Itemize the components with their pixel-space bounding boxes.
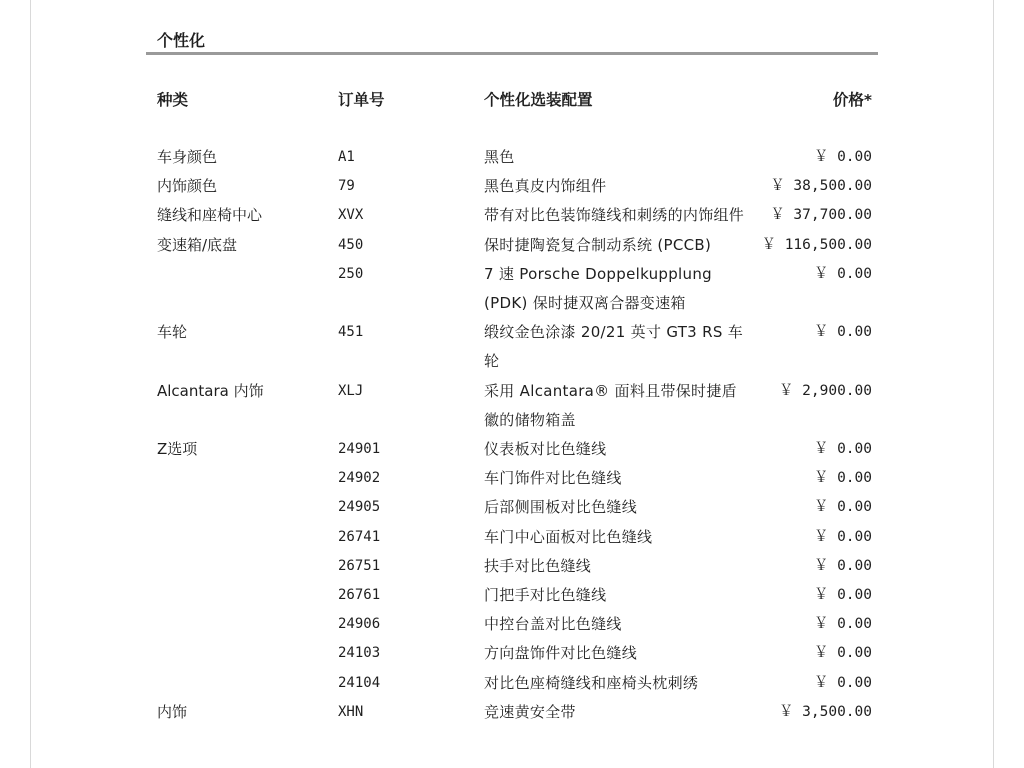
- row-category: 内饰颜色: [157, 177, 218, 196]
- row-configuration: 中控台盖对比色缝线: [484, 615, 622, 634]
- table-row: [0, 581, 1024, 610]
- row-category: 变速箱/底盘: [157, 235, 238, 254]
- row-price: ￥ 0.00: [813, 645, 872, 662]
- row-price: ￥ 0.00: [813, 149, 872, 165]
- row-configuration: 采用 Alcantara® 面料且带保时捷盾徽的储物箱盖: [484, 381, 737, 429]
- row-price: ￥ 0.00: [813, 499, 872, 516]
- table-row: [0, 552, 1024, 581]
- row-price: ￥ 0.00: [813, 616, 872, 633]
- row-configuration: 方向盘饰件对比色缝线: [484, 644, 638, 663]
- row-configuration: 门把手对比色缝线: [484, 586, 607, 605]
- row-configuration: 车门饰件对比色缝线: [484, 469, 622, 488]
- row-category: 内饰: [157, 702, 188, 721]
- row-price: ￥ 38,500.00: [770, 178, 872, 195]
- row-order-number: 451: [338, 324, 364, 341]
- table-row: [0, 493, 1024, 522]
- table-row: [0, 698, 1024, 727]
- section-divider: [146, 52, 878, 55]
- row-price: ￥ 0.00: [813, 674, 872, 691]
- table-row: [0, 435, 1024, 464]
- row-order-number: 450: [338, 236, 364, 253]
- table-row: [0, 639, 1024, 668]
- row-price: ￥ 0.00: [813, 324, 872, 341]
- table-row: [0, 377, 1024, 435]
- row-category: 缝线和座椅中心: [157, 206, 263, 225]
- row-order-number: XLJ: [338, 382, 364, 399]
- row-configuration: 带有对比色装饰缝线和刺绣的内饰组件: [484, 206, 745, 225]
- row-order-number: 24906: [338, 616, 381, 633]
- table-row: [0, 523, 1024, 552]
- row-configuration: 扶手对比色缝线: [484, 556, 592, 575]
- row-price: ￥ 0.00: [813, 528, 872, 545]
- row-configuration: 保时捷陶瓷复合制动系统 (PCCB): [484, 235, 712, 254]
- row-configuration: 缎纹金色涂漆 20/21 英寸 GT3 RS 车轮: [484, 323, 744, 371]
- row-category: Z选项: [157, 440, 198, 459]
- table-row: [0, 464, 1024, 493]
- table-row: [0, 318, 1024, 376]
- row-order-number: 24905: [338, 499, 381, 516]
- table-row: [0, 143, 1024, 172]
- table-header: [0, 88, 1024, 112]
- header-configuration: 个性化选装配置: [484, 91, 593, 109]
- header-order-number: 订单号: [338, 91, 385, 109]
- row-order-number: 26751: [338, 557, 381, 574]
- row-price: ￥ 37,700.00: [770, 207, 872, 224]
- row-order-number: 250: [338, 265, 364, 282]
- row-price: ￥ 0.00: [813, 265, 872, 282]
- row-configuration: 仪表板对比色缝线: [484, 440, 607, 459]
- row-price: ￥ 2,900.00: [778, 382, 872, 399]
- row-price: ￥ 116,500.00: [761, 236, 872, 253]
- row-configuration: 对比色座椅缝线和座椅头枕刺绣: [484, 673, 699, 692]
- header-category: 种类: [157, 91, 189, 109]
- table-row: [0, 260, 1024, 318]
- row-order-number: 26741: [338, 528, 381, 545]
- row-price: ￥ 0.00: [813, 470, 872, 487]
- row-price: ￥ 3,500.00: [778, 703, 872, 720]
- row-price: ￥ 0.00: [813, 587, 872, 604]
- row-configuration: 竞速黄安全带: [484, 702, 576, 721]
- row-configuration: 黑色真皮内饰组件: [484, 177, 607, 196]
- row-category: 车身颜色: [157, 148, 218, 166]
- table-row: [0, 231, 1024, 260]
- row-configuration: 黑色: [484, 148, 515, 166]
- row-order-number: 24103: [338, 645, 381, 662]
- table-row: [0, 669, 1024, 698]
- row-category: 车轮: [157, 323, 188, 342]
- options-table-body: [0, 143, 1024, 727]
- row-order-number: 79: [338, 178, 355, 195]
- row-order-number: XHN: [338, 703, 364, 720]
- row-order-number: 26761: [338, 587, 381, 604]
- row-price: ￥ 0.00: [813, 441, 872, 458]
- table-row: [0, 610, 1024, 639]
- section-title: 个性化: [157, 31, 206, 50]
- header-price: 价格*: [832, 91, 872, 109]
- row-configuration: 后部侧围板对比色缝线: [484, 498, 638, 517]
- row-order-number: A1: [338, 149, 355, 165]
- row-order-number: 24104: [338, 674, 381, 691]
- table-row: [0, 201, 1024, 230]
- row-configuration: 车门中心面板对比色缝线: [484, 527, 653, 546]
- row-order-number: 24901: [338, 441, 381, 458]
- row-order-number: 24902: [338, 470, 381, 487]
- row-order-number: XVX: [338, 207, 364, 224]
- table-row: [0, 172, 1024, 201]
- row-category: Alcantara 内饰: [157, 381, 264, 400]
- row-configuration: 7 速 Porsche Doppelkupplung (PDK) 保时捷双离合器变速箱: [484, 264, 712, 313]
- row-price: ￥ 0.00: [813, 557, 872, 574]
